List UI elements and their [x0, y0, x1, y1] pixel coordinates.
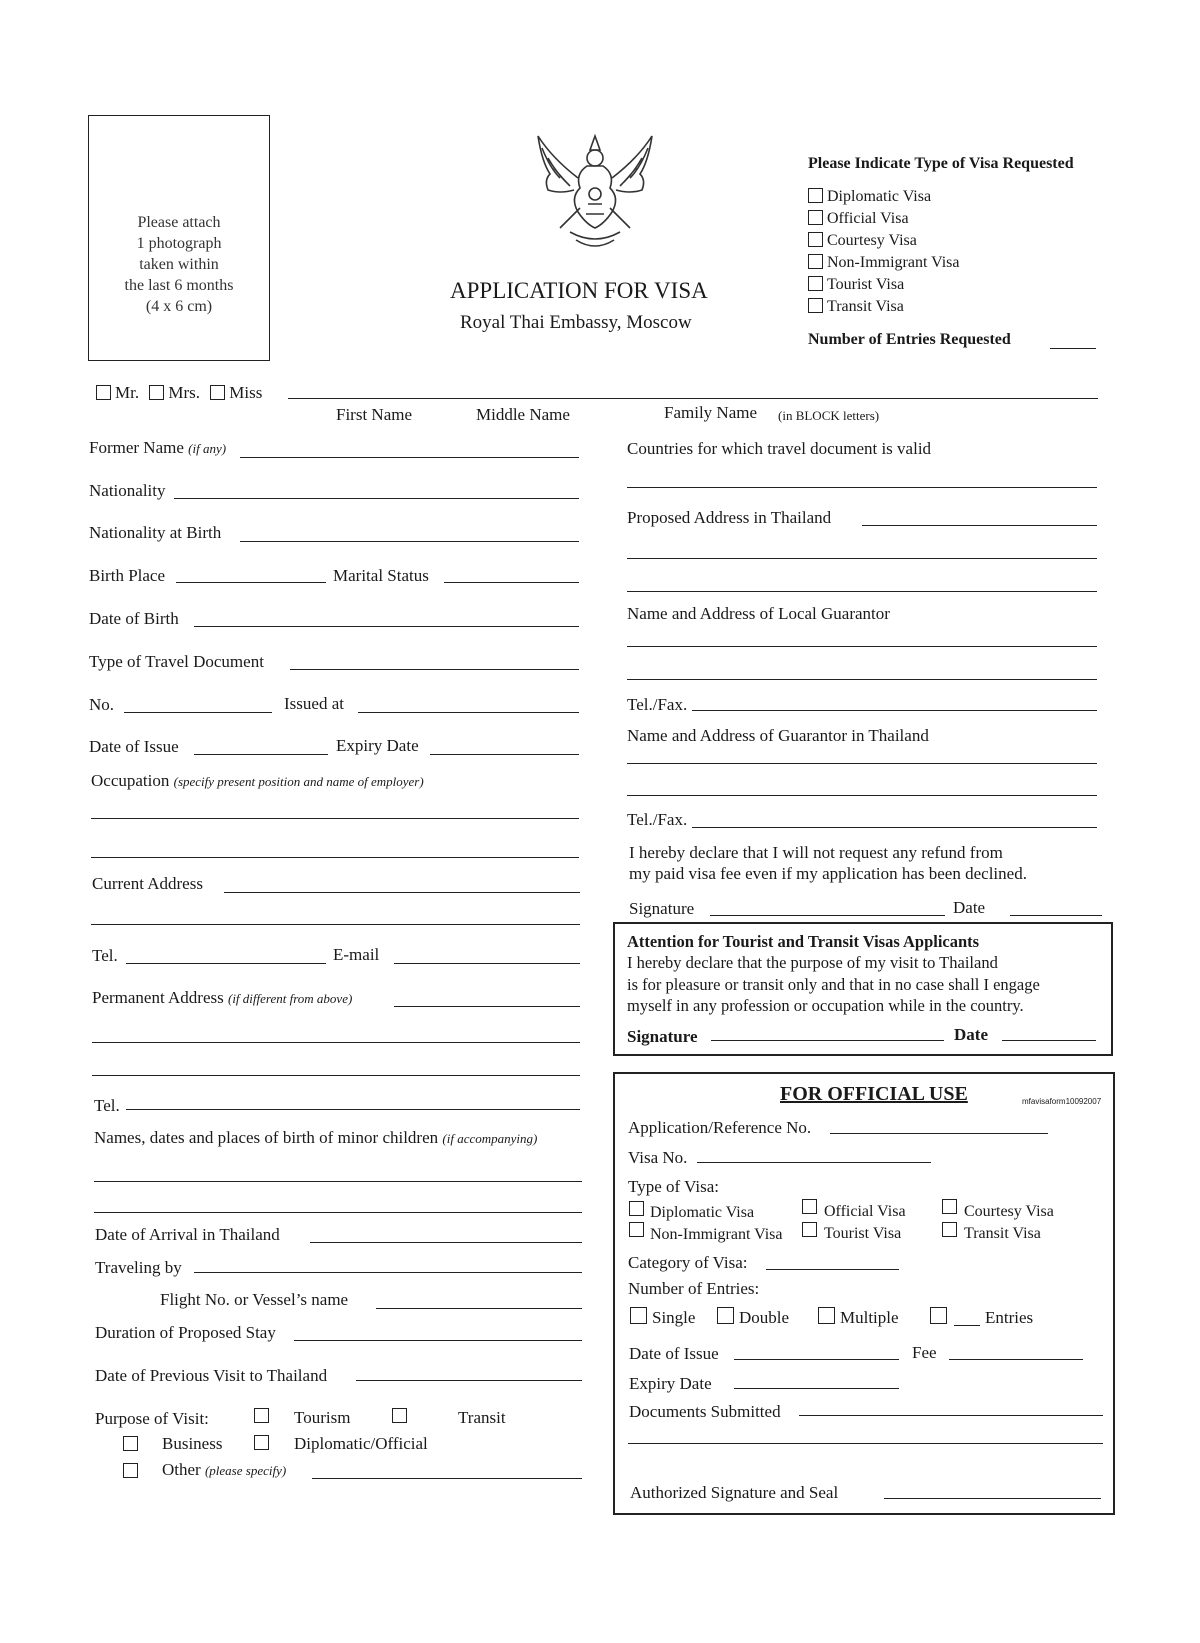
photo-box: [88, 115, 270, 361]
business-label: Business: [162, 1434, 223, 1453]
perm-address-label: Permanent Address (if different from above): [92, 988, 353, 1007]
expiry-field[interactable]: [430, 754, 579, 755]
email-label: E-mail: [333, 945, 380, 964]
official-courtesy-label: Courtesy Visa: [964, 1203, 1054, 1220]
birth-place-label: Birth Place: [89, 566, 166, 585]
proposed-address-field-3[interactable]: [627, 591, 1097, 592]
official-date-issue-field[interactable]: [734, 1359, 899, 1360]
visa-option-official[interactable]: Official Visa: [808, 208, 960, 230]
thai-guarantor-field-1[interactable]: [627, 763, 1097, 764]
official-nonimm-label: Non-Immigrant Visa: [650, 1226, 783, 1243]
official-checkbox-diplomatic[interactable]: [629, 1201, 644, 1216]
former-name-field[interactable]: [240, 457, 579, 458]
expiry-label: Expiry Date: [336, 736, 419, 755]
official-checkbox-non-immigrant[interactable]: [629, 1222, 644, 1237]
visa-no-field[interactable]: [697, 1162, 931, 1163]
ref-no-label: Application/Reference No.: [628, 1118, 812, 1137]
checkbox-double[interactable]: [717, 1307, 734, 1324]
official-expiry-field[interactable]: [734, 1388, 899, 1389]
double-label: Double: [739, 1308, 790, 1327]
refund-declaration-line1: I hereby declare that I will not request any refund from: [629, 843, 1003, 862]
official-checkbox-tourist[interactable]: [802, 1222, 817, 1237]
official-diplomatic-label: Diplomatic Visa: [650, 1204, 755, 1221]
duration-field[interactable]: [294, 1340, 582, 1341]
signature-field[interactable]: [710, 915, 945, 916]
checkbox[interactable]: [808, 254, 823, 269]
title-mr: Mr.: [115, 383, 140, 402]
tourism-label: Tourism: [294, 1408, 351, 1427]
garuda-emblem-icon: [530, 128, 660, 256]
visa-option-transit[interactable]: Transit Visa: [808, 296, 960, 318]
flight-label: Flight No. or Vessel’s name: [160, 1290, 349, 1309]
block-letters-note: (in BLOCK letters): [778, 408, 880, 423]
date-field[interactable]: [1010, 915, 1102, 916]
checkbox-entries[interactable]: [930, 1307, 947, 1324]
tel-label: Tel.: [92, 946, 118, 965]
thai-guarantor-label: Name and Address of Guarantor in Thailand: [627, 726, 929, 745]
auth-signature-field[interactable]: [884, 1498, 1101, 1499]
date-issue-field[interactable]: [194, 754, 328, 755]
children-field-1[interactable]: [94, 1181, 582, 1182]
official-checkbox-transit[interactable]: [942, 1222, 957, 1237]
visa-type-heading: Please Indicate Type of Visa Requested: [808, 155, 1074, 172]
official-use-heading: FOR OFFICIAL USE: [780, 1083, 968, 1105]
official-checkbox-courtesy[interactable]: [942, 1199, 957, 1214]
title-miss: Miss: [229, 383, 263, 402]
checkbox-miss[interactable]: [210, 385, 225, 400]
doc-no-label: No.: [89, 695, 115, 714]
duration-label: Duration of Proposed Stay: [95, 1323, 276, 1342]
checkbox-mrs[interactable]: [149, 385, 164, 400]
ref-no-field[interactable]: [830, 1133, 1048, 1134]
checkbox-tourism[interactable]: [254, 1408, 269, 1423]
occupation-label: Occupation (specify present position and name of employer): [91, 771, 424, 790]
entries-requested-field[interactable]: [1050, 348, 1096, 349]
checkbox[interactable]: [808, 276, 823, 291]
family-name-label: Family Name: [664, 403, 758, 422]
local-guarantor-field-2[interactable]: [627, 679, 1097, 680]
travel-doc-label: Type of Travel Document: [89, 652, 264, 671]
arrival-field[interactable]: [310, 1242, 582, 1243]
checkbox-multiple[interactable]: [818, 1307, 835, 1324]
category-field[interactable]: [766, 1269, 899, 1270]
current-address-field-1[interactable]: [224, 892, 580, 893]
fee-field[interactable]: [949, 1359, 1083, 1360]
docs-submitted-label: Documents Submitted: [629, 1402, 781, 1421]
attention-signature-label: Signature: [627, 1027, 698, 1046]
visa-option-tourist[interactable]: Tourist Visa: [808, 274, 960, 296]
nationality-birth-label: Nationality at Birth: [89, 523, 222, 542]
docs-submitted-field-1[interactable]: [799, 1415, 1103, 1416]
form-subtitle: Royal Thai Embassy, Moscow: [460, 312, 692, 333]
occupation-field-1[interactable]: [91, 818, 579, 819]
countries-valid-label: Countries for which travel document is valid: [627, 439, 932, 458]
checkbox-single[interactable]: [630, 1307, 647, 1324]
telfax-field[interactable]: [692, 710, 1097, 711]
transit-label: Transit: [458, 1408, 506, 1427]
marital-status-label: Marital Status: [333, 566, 429, 585]
other-label: Other (please specify): [162, 1460, 287, 1479]
full-name-field[interactable]: [288, 398, 1098, 399]
checkbox[interactable]: [808, 210, 823, 225]
marital-status-field[interactable]: [444, 582, 579, 583]
children-field-2[interactable]: [94, 1212, 582, 1213]
current-address-label: Current Address: [92, 874, 203, 893]
first-name-label: First Name: [336, 405, 413, 424]
perm-address-field-2[interactable]: [92, 1042, 580, 1043]
nationality-label: Nationality: [89, 481, 166, 500]
flight-field[interactable]: [376, 1308, 582, 1309]
entries-count-field[interactable]: [954, 1325, 980, 1326]
attention-line3: myself in any profession or occupation while in the country.: [627, 996, 1024, 1015]
telfax2-label: Tel./Fax.: [627, 810, 688, 829]
telfax-label: Tel./Fax.: [627, 695, 688, 714]
issued-at-field[interactable]: [358, 712, 579, 713]
official-official-label: Official Visa: [824, 1203, 906, 1220]
dob-field[interactable]: [194, 626, 579, 627]
form-title: APPLICATION FOR VISA: [450, 278, 708, 303]
official-checkbox-official[interactable]: [802, 1199, 817, 1214]
dob-label: Date of Birth: [89, 609, 179, 628]
form-code: mfavisaform10092007: [1022, 1097, 1102, 1106]
middle-name-label: Middle Name: [476, 405, 570, 424]
email-field[interactable]: [394, 963, 580, 964]
telfax2-field[interactable]: [692, 827, 1097, 828]
single-label: Single: [652, 1308, 696, 1327]
diplomatic-official-label: Diplomatic/Official: [294, 1434, 428, 1453]
title-options: [96, 383, 262, 403]
official-expiry-label: Expiry Date: [629, 1374, 712, 1393]
number-entries-label: Number of Entries:: [628, 1279, 760, 1298]
visa-no-label: Visa No.: [628, 1148, 688, 1167]
official-visa-type-label: Type of Visa:: [628, 1177, 719, 1196]
official-date-issue-label: Date of Issue: [629, 1344, 719, 1363]
travel-doc-field[interactable]: [290, 669, 579, 670]
traveling-by-label: Traveling by: [95, 1258, 182, 1277]
docs-submitted-field-2[interactable]: [628, 1443, 1103, 1444]
arrival-label: Date of Arrival in Thailand: [95, 1225, 280, 1244]
countries-valid-field[interactable]: [627, 487, 1097, 488]
checkbox-mr[interactable]: [96, 385, 111, 400]
nationality-field[interactable]: [174, 498, 579, 499]
refund-declaration-line2: my paid visa fee even if my application has been declined.: [629, 864, 1027, 883]
local-guarantor-label: Name and Address of Local Guarantor: [627, 604, 890, 623]
proposed-address-field-2[interactable]: [627, 558, 1097, 559]
attention-line1: I hereby declare that the purpose of my visit to Thailand: [627, 953, 998, 972]
attention-date-label: Date: [954, 1025, 988, 1044]
multiple-label: Multiple: [840, 1308, 899, 1327]
other-field[interactable]: [312, 1478, 582, 1479]
prev-visit-label: Date of Previous Visit to Thailand: [95, 1366, 328, 1385]
attention-signature-field[interactable]: [711, 1040, 944, 1041]
fee-label: Fee: [912, 1343, 937, 1362]
issued-at-label: Issued at: [284, 694, 344, 713]
checkbox[interactable]: [808, 232, 823, 247]
title-mrs: Mrs.: [168, 383, 200, 402]
tel2-field[interactable]: [126, 1109, 580, 1110]
date-issue-label: Date of Issue: [89, 737, 179, 756]
perm-address-field-1[interactable]: [394, 1006, 580, 1007]
purpose-label: Purpose of Visit:: [95, 1409, 209, 1428]
visa-option-diplomatic[interactable]: Diplomatic Visa: [808, 186, 960, 208]
official-transit-label: Transit Visa: [964, 1225, 1041, 1242]
category-label: Category of Visa:: [628, 1253, 748, 1272]
perm-address-field-3[interactable]: [92, 1075, 580, 1076]
occupation-field-2[interactable]: [91, 857, 579, 858]
visa-option-non-immigrant[interactable]: Non-Immigrant Visa: [808, 252, 960, 274]
visa-type-options: [808, 186, 960, 318]
doc-no-field[interactable]: [124, 712, 272, 713]
traveling-by-field[interactable]: [194, 1272, 582, 1273]
photo-instruction: Please attach 1 photograph taken within the last 6 months (4 x 6 cm): [124, 214, 234, 315]
checkbox-diplomatic-official[interactable]: [254, 1435, 269, 1450]
checkbox[interactable]: [808, 298, 823, 313]
attention-heading: Attention for Tourist and Transit Visas Applicants: [627, 932, 980, 951]
attention-line2: is for pleasure or transit only and that in no case shall I engage: [627, 975, 1040, 994]
checkbox-other[interactable]: [123, 1463, 138, 1478]
visa-option-courtesy[interactable]: Courtesy Visa: [808, 230, 960, 252]
checkbox[interactable]: [808, 188, 823, 203]
date-label: Date: [953, 898, 986, 917]
children-label: Names, dates and places of birth of minor children (if accompanying): [94, 1128, 538, 1147]
auth-signature-label: Authorized Signature and Seal: [630, 1483, 839, 1502]
prev-visit-field[interactable]: [356, 1380, 582, 1381]
former-name-label: Former Name (if any): [89, 438, 227, 457]
attention-date-field[interactable]: [1002, 1040, 1096, 1041]
official-tourist-label: Tourist Visa: [824, 1225, 902, 1242]
birth-place-field[interactable]: [176, 582, 326, 583]
local-guarantor-field-1[interactable]: [627, 646, 1097, 647]
thai-guarantor-field-2[interactable]: [627, 795, 1097, 796]
tel-field[interactable]: [126, 963, 326, 964]
current-address-field-2[interactable]: [91, 924, 580, 925]
signature-label: Signature: [629, 899, 695, 918]
proposed-address-field-1[interactable]: [862, 525, 1097, 526]
entries-requested-label: Number of Entries Requested: [808, 331, 1011, 348]
checkbox-business[interactable]: [123, 1436, 138, 1451]
checkbox-transit[interactable]: [392, 1408, 407, 1423]
entries-option-label: Entries: [985, 1308, 1034, 1327]
tel2-label: Tel.: [94, 1096, 120, 1115]
proposed-address-label: Proposed Address in Thailand: [627, 508, 832, 527]
nationality-birth-field[interactable]: [240, 541, 579, 542]
